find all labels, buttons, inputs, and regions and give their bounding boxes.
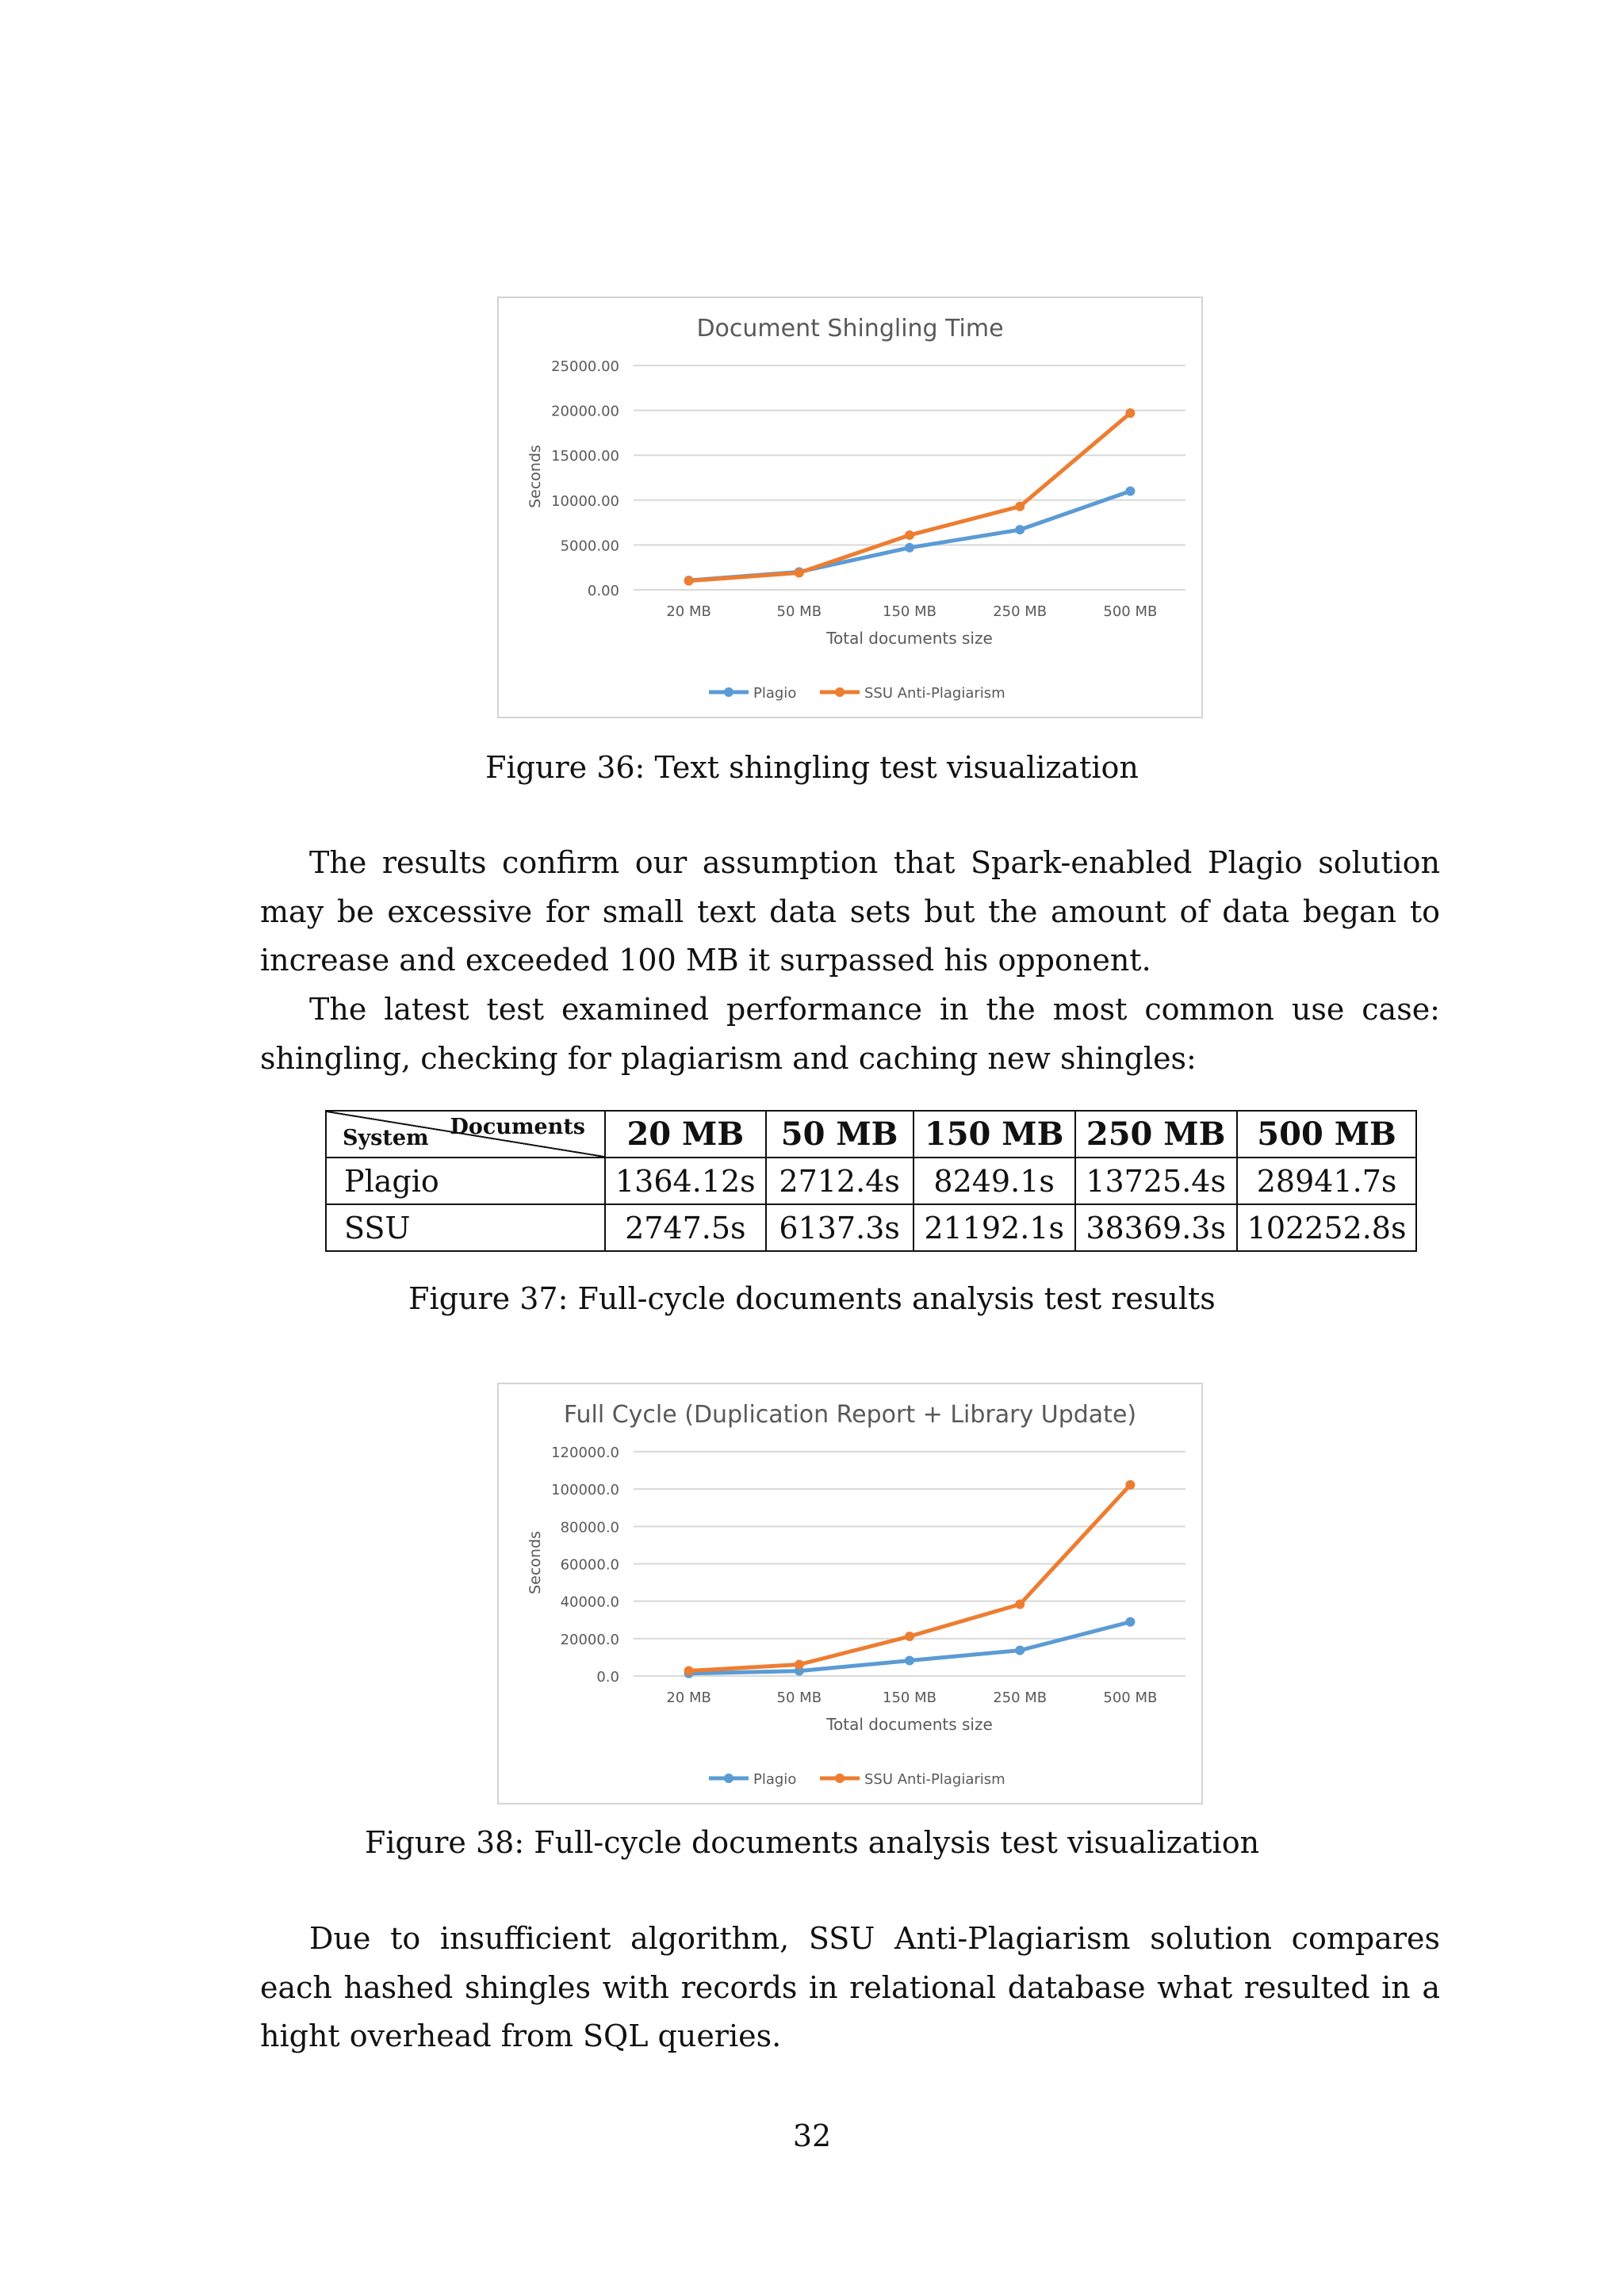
legend-label: Plagio — [753, 1771, 797, 1788]
data-point — [1015, 1646, 1025, 1655]
x-tick-label: 20 MB — [666, 1689, 711, 1706]
legend-label: SSU Anti-Plagiarism — [864, 685, 1005, 702]
chart-shingling-time — [497, 297, 1203, 718]
legend-swatch-marker — [835, 687, 845, 697]
table-cell: 102252.8s — [1237, 1204, 1417, 1251]
table-cell: 8249.1s — [914, 1158, 1075, 1204]
legend-label: SSU Anti-Plagiarism — [864, 1771, 1005, 1788]
row-system-name: Plagio — [326, 1158, 605, 1204]
series-line — [689, 413, 1131, 581]
x-tick-labels — [666, 603, 1157, 620]
table-row — [326, 1204, 1416, 1251]
data-point — [1015, 502, 1025, 511]
x-tick-label: 50 MB — [776, 603, 822, 620]
legend-swatch-marker — [724, 687, 733, 697]
data-point — [684, 1667, 694, 1676]
series-lines — [684, 408, 1136, 586]
column-header: 20 MB — [605, 1111, 766, 1158]
column-header: 500 MB — [1237, 1111, 1417, 1158]
chart-legend — [709, 1771, 1005, 1788]
x-axis-label: Total documents size — [826, 629, 993, 648]
chart-title: Full Cycle (Duplication Report + Library Update) — [563, 1401, 1137, 1429]
data-point — [1125, 408, 1135, 418]
y-tick-label: 10000.00 — [551, 492, 619, 510]
y-tick-label: 25000.00 — [551, 358, 619, 375]
x-tick-labels — [666, 1689, 1157, 1706]
y-tick-label: 0.00 — [587, 583, 619, 599]
y-tick-label: 40000.0 — [560, 1594, 619, 1611]
y-tick-label: 60000.0 — [560, 1556, 619, 1574]
chart-shingling-svg — [499, 298, 1201, 717]
table-cell: 1364.12s — [605, 1158, 766, 1204]
table-cell: 21192.1s — [914, 1204, 1075, 1251]
column-header: 150 MB — [914, 1111, 1075, 1158]
table-row — [326, 1158, 1416, 1204]
y-tick-labels — [551, 1445, 619, 1686]
data-point — [795, 1660, 804, 1670]
y-tick-label: 20000.0 — [560, 1631, 619, 1648]
x-tick-label: 500 MB — [1103, 603, 1158, 620]
page-number: 32 — [792, 2118, 832, 2153]
data-point — [1125, 486, 1135, 496]
paragraph-insufficient-algorithm: Due to insufficient algorithm, SSU Anti-Plagiarism solution compares each hashed shingles with records in relational database what resulted in a hight overhead from SQL queries. — [260, 1921, 1440, 2053]
y-tick-label: 120000.0 — [551, 1445, 619, 1461]
table-cell: 13725.4s — [1075, 1158, 1237, 1204]
corner-col-label: Documents — [450, 1115, 585, 1139]
corner-row-label: System — [343, 1126, 429, 1150]
paragraph-results: The results confirm our assumption that Spark-enabled Plagio solution may be excessive for small text data sets but the amount of data began to increase and exceeded 100 MB it surpassed his opponent. — [260, 845, 1440, 978]
x-tick-label: 250 MB — [993, 1689, 1048, 1706]
table-corner-cell — [326, 1111, 605, 1158]
legend-label: Plagio — [753, 685, 797, 702]
series-line — [689, 1485, 1131, 1671]
y-axis-label: Seconds — [527, 1531, 544, 1594]
y-axis-label: Seconds — [527, 445, 544, 508]
table-cell: 28941.7s — [1237, 1158, 1417, 1204]
data-point — [905, 1656, 914, 1666]
figure-37-caption: Figure 37: Full-cycle documents analysis test results — [408, 1281, 1216, 1316]
figure-36-caption: Figure 36: Text shingling test visualization — [485, 750, 1139, 785]
y-tick-labels — [551, 358, 619, 599]
x-tick-label: 50 MB — [776, 1689, 822, 1706]
x-tick-label: 500 MB — [1103, 1689, 1158, 1706]
figure-38-caption: Figure 38: Full-cycle documents analysis test visualization — [364, 1825, 1260, 1860]
table-cell: 6137.3s — [766, 1204, 914, 1251]
y-tick-label: 100000.0 — [551, 1482, 619, 1499]
grid-lines — [634, 1452, 1185, 1676]
paragraph-latest-test: The latest test examined performance in the most common use case: shingling, checking for plagiarism and caching new shingles: — [260, 992, 1440, 1076]
y-tick-label: 20000.00 — [551, 403, 619, 420]
x-tick-label: 150 MB — [883, 1689, 936, 1706]
series-lines — [684, 1480, 1136, 1678]
y-tick-label: 80000.0 — [560, 1519, 619, 1536]
data-point — [905, 543, 914, 553]
x-tick-label: 150 MB — [883, 603, 936, 620]
chart-title: Document Shingling Time — [696, 315, 1004, 342]
chart-full-cycle — [497, 1383, 1203, 1804]
y-tick-label: 5000.00 — [560, 538, 619, 555]
legend-swatch-marker — [835, 1774, 845, 1783]
table-cell: 38369.3s — [1075, 1204, 1237, 1251]
row-system-name: SSU — [326, 1204, 605, 1251]
table-header-row — [326, 1111, 1416, 1158]
data-point — [905, 530, 914, 540]
chart-full-cycle-svg — [499, 1384, 1201, 1803]
y-tick-label: 0.0 — [596, 1669, 619, 1686]
grid-lines — [634, 365, 1185, 590]
data-point — [795, 568, 804, 577]
data-point — [905, 1632, 914, 1641]
results-table — [325, 1110, 1417, 1252]
data-point — [1125, 1480, 1135, 1490]
data-point — [684, 576, 694, 586]
x-tick-label: 250 MB — [993, 603, 1048, 620]
column-header: 50 MB — [766, 1111, 914, 1158]
data-point — [1015, 525, 1025, 534]
table-cell: 2747.5s — [605, 1204, 766, 1251]
y-tick-label: 15000.00 — [551, 448, 619, 465]
chart-legend — [709, 685, 1005, 702]
data-point — [1125, 1617, 1135, 1627]
x-tick-label: 20 MB — [666, 603, 711, 620]
table-cell: 2712.4s — [766, 1158, 914, 1204]
x-axis-label: Total documents size — [826, 1715, 993, 1734]
data-point — [1015, 1600, 1025, 1609]
column-header: 250 MB — [1075, 1111, 1237, 1158]
legend-swatch-marker — [724, 1774, 733, 1783]
